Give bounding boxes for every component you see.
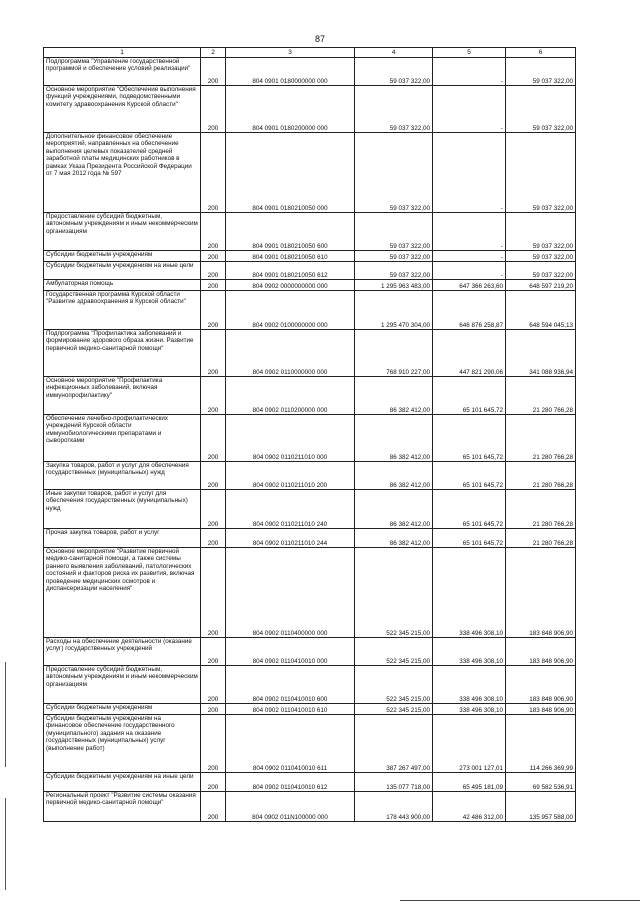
row-remainder-cell: 69 582 536,91 xyxy=(506,773,576,792)
row-name-cell: Субсидии бюджетным учреждениям xyxy=(44,251,201,262)
row-name-cell: Субсидии бюджетным учреждениям на иные цели xyxy=(44,262,201,280)
row-executed-cell: 338 496 308,10 xyxy=(433,666,506,704)
row-name-cell: Подпрограмма "Управление государственной программой и обеспечение условий реализации" xyxy=(44,58,201,86)
row-code-cell: 200 xyxy=(201,715,226,773)
row-plan-cell: 86 382 412,00 xyxy=(355,462,433,490)
row-remainder-cell: 183 848 906,90 xyxy=(506,638,576,666)
table-row xyxy=(44,462,576,490)
table-row xyxy=(44,715,576,773)
row-remainder-cell: 135 957 588,00 xyxy=(506,792,576,822)
row-classification-cell: 804 0902 0100000000 000 xyxy=(226,291,355,330)
row-classification-cell: 804 0901 0180210050 610 xyxy=(226,251,355,262)
row-classification-cell: 804 0902 0110211010 200 xyxy=(226,462,355,490)
table-row xyxy=(44,262,576,280)
row-name-cell: Государственная программа Курской области "Развитие здравоохранения в Курской области" xyxy=(44,291,201,330)
row-remainder-cell: 114 266 369,99 xyxy=(506,715,576,773)
row-plan-cell: 522 345 215,00 xyxy=(355,704,433,715)
row-classification-cell: 804 0902 0110211010 240 xyxy=(226,490,355,529)
row-executed-cell: 65 101 645,72 xyxy=(433,529,506,548)
table-row xyxy=(44,330,576,377)
row-executed-cell: 65 101 645,72 xyxy=(433,462,506,490)
row-name-cell: Субсидии бюджетным учреждениям на иные цели xyxy=(44,773,201,792)
row-code-cell: 200 xyxy=(201,792,226,822)
row-classification-cell: 804 0901 0180000000 000 xyxy=(226,58,355,86)
table-row xyxy=(44,251,576,262)
row-executed-cell: 338 496 308,10 xyxy=(433,548,506,638)
row-classification-cell: 804 0901 0180210050 000 xyxy=(226,133,355,213)
table-header-row xyxy=(44,48,576,58)
row-name-cell: Региональный проект "Развитие системы оказания первичной медико-санитарной помощи" xyxy=(44,792,201,822)
row-name-cell: Субсидии бюджетным учреждениям xyxy=(44,704,201,715)
row-remainder-cell: 59 037 322,00 xyxy=(506,251,576,262)
row-classification-cell: 804 0902 0110410010 600 xyxy=(226,666,355,704)
row-plan-cell: 522 345 215,00 xyxy=(355,548,433,638)
row-name-cell: Основное мероприятие "Развитие первичной медико-санитарной помощи, а также системы раннего выявления заболеваний, патологических состояний и факторов риска их развития, включая проведение медицинских осмотров и диспансеризации населения" xyxy=(44,548,201,638)
column-header: 2 xyxy=(201,48,226,58)
page-number: 87 xyxy=(314,34,325,44)
row-remainder-cell: 183 848 906,90 xyxy=(506,704,576,715)
table-row xyxy=(44,638,576,666)
row-name-cell: Субсидии бюджетным учреждениям на финансовое обеспечение государственного (муниципального) задания на оказание государственных (муниципальных) услуг (выполнение работ) xyxy=(44,715,201,773)
row-plan-cell: 59 037 322,00 xyxy=(355,251,433,262)
row-remainder-cell: 183 848 906,90 xyxy=(506,666,576,704)
column-header: 4 xyxy=(355,48,433,58)
table-row xyxy=(44,704,576,715)
row-plan-cell: 59 037 322,00 xyxy=(355,58,433,86)
row-code-cell: 200 xyxy=(201,490,226,529)
table-row xyxy=(44,529,576,548)
row-name-cell: Основное мероприятие "Профилактика инфекционных заболеваний, включая иммунопрофилактику" xyxy=(44,377,201,415)
row-executed-cell: - xyxy=(433,58,506,86)
row-classification-cell: 804 0902 0110211010 244 xyxy=(226,529,355,548)
row-executed-cell: 338 496 308,10 xyxy=(433,638,506,666)
row-classification-cell: 804 0902 0110000000 000 xyxy=(226,330,355,377)
row-classification-cell: 804 0902 011N100000 000 xyxy=(226,792,355,822)
row-code-cell: 200 xyxy=(201,291,226,330)
row-code-cell: 200 xyxy=(201,58,226,86)
row-executed-cell: 647 366 263,60 xyxy=(433,280,506,291)
table-row xyxy=(44,792,576,822)
row-classification-cell: 804 0902 0110400000 000 xyxy=(226,548,355,638)
row-executed-cell: - xyxy=(433,251,506,262)
row-executed-cell: - xyxy=(433,213,506,251)
table-body xyxy=(44,58,576,822)
row-executed-cell: 65 101 645,72 xyxy=(433,490,506,529)
row-name-cell: Предоставление субсидий бюджетным, автономным учреждениям и иным некоммерческим организациям xyxy=(44,213,201,251)
row-classification-cell: 804 0901 0180210050 612 xyxy=(226,262,355,280)
row-code-cell: 200 xyxy=(201,377,226,415)
row-plan-cell: 59 037 322,00 xyxy=(355,133,433,213)
budget-table xyxy=(43,47,576,822)
row-executed-cell: 447 821 290,06 xyxy=(433,330,506,377)
row-remainder-cell: 648 594 045,13 xyxy=(506,291,576,330)
row-classification-cell: 804 0902 0000000000 000 xyxy=(226,280,355,291)
row-plan-cell: 59 037 322,00 xyxy=(355,86,433,133)
row-code-cell: 200 xyxy=(201,638,226,666)
table-row xyxy=(44,280,576,291)
row-plan-cell: 522 345 215,00 xyxy=(355,666,433,704)
margin-line xyxy=(5,662,6,767)
table-row xyxy=(44,666,576,704)
row-plan-cell: 387 267 497,00 xyxy=(355,715,433,773)
row-code-cell: 200 xyxy=(201,86,226,133)
row-code-cell: 200 xyxy=(201,415,226,462)
row-executed-cell: - xyxy=(433,262,506,280)
table-row xyxy=(44,490,576,529)
table-row xyxy=(44,377,576,415)
row-executed-cell: 65 101 645,72 xyxy=(433,377,506,415)
row-executed-cell: 273 001 127,01 xyxy=(433,715,506,773)
table-row xyxy=(44,773,576,792)
row-code-cell: 200 xyxy=(201,462,226,490)
row-classification-cell: 804 0902 0110410010 611 xyxy=(226,715,355,773)
row-remainder-cell: 21 280 766,28 xyxy=(506,462,576,490)
row-executed-cell: - xyxy=(433,86,506,133)
row-name-cell: Закупка товаров, работ и услуг для обеспечения государственных (муниципальных) нужд xyxy=(44,462,201,490)
row-classification-cell: 804 0901 0180200000 000 xyxy=(226,86,355,133)
row-code-cell: 200 xyxy=(201,529,226,548)
row-remainder-cell: 59 037 322,00 xyxy=(506,213,576,251)
table-row xyxy=(44,291,576,330)
table-row xyxy=(44,86,576,133)
table-row xyxy=(44,548,576,638)
row-remainder-cell: 59 037 322,00 xyxy=(506,86,576,133)
row-code-cell: 200 xyxy=(201,251,226,262)
row-executed-cell: - xyxy=(433,133,506,213)
row-classification-cell: 804 0902 0110200000 000 xyxy=(226,377,355,415)
row-remainder-cell: 59 037 322,00 xyxy=(506,133,576,213)
column-header: 3 xyxy=(226,48,355,58)
column-header: 6 xyxy=(506,48,576,58)
margin-line xyxy=(5,798,6,890)
column-header: 5 xyxy=(433,48,506,58)
row-plan-cell: 522 345 215,00 xyxy=(355,638,433,666)
table-row xyxy=(44,415,576,462)
row-code-cell: 200 xyxy=(201,133,226,213)
footer-line xyxy=(400,900,640,901)
row-plan-cell: 86 382 412,00 xyxy=(355,529,433,548)
table-row xyxy=(44,213,576,251)
row-name-cell: Иные закупки товаров, работ и услуг для обеспечения государственных (муниципальных) нужд xyxy=(44,490,201,529)
row-remainder-cell: 21 280 766,28 xyxy=(506,377,576,415)
row-plan-cell: 178 443 900,00 xyxy=(355,792,433,822)
row-name-cell: Дополнительное финансовое обеспечение мероприятий, направленных на обеспечение выполнения целевых показателей средней заработной платы медицинских работников в рамках Указа Президента Российской Федерации от 7 мая 2012 года № 597 xyxy=(44,133,201,213)
row-code-cell: 200 xyxy=(201,213,226,251)
row-remainder-cell: 21 280 766,28 xyxy=(506,415,576,462)
row-executed-cell: 42 486 312,00 xyxy=(433,792,506,822)
row-code-cell: 200 xyxy=(201,773,226,792)
row-plan-cell: 86 382 412,00 xyxy=(355,490,433,529)
row-executed-cell: 65 495 181,09 xyxy=(433,773,506,792)
row-name-cell: Расходы на обеспечение деятельности (оказание услуг) государственных учреждений xyxy=(44,638,201,666)
row-executed-cell: 646 876 258,87 xyxy=(433,291,506,330)
row-plan-cell: 1 295 963 483,00 xyxy=(355,280,433,291)
row-plan-cell: 135 077 718,00 xyxy=(355,773,433,792)
table-row xyxy=(44,133,576,213)
row-code-cell: 200 xyxy=(201,330,226,377)
row-remainder-cell: 21 280 766,28 xyxy=(506,490,576,529)
row-code-cell: 200 xyxy=(201,548,226,638)
row-plan-cell: 59 037 322,00 xyxy=(355,262,433,280)
row-name-cell: Обеспечение лечебно-профилактических учреждений Курской области иммунобиологическими препаратами и сыворотками xyxy=(44,415,201,462)
row-name-cell: Амбулаторная помощь xyxy=(44,280,201,291)
row-plan-cell: 1 295 470 304,00 xyxy=(355,291,433,330)
row-code-cell: 200 xyxy=(201,704,226,715)
row-name-cell: Подпрограмма "Профилактика заболеваний и формирование здорового образа жизни. Развитие первичной медико-санитарной помощи" xyxy=(44,330,201,377)
row-remainder-cell: 648 597 219,20 xyxy=(506,280,576,291)
row-code-cell: 200 xyxy=(201,280,226,291)
row-classification-cell: 804 0902 0110410010 612 xyxy=(226,773,355,792)
row-name-cell: Основное мероприятие "Обеспечение выполнения функций учреждениями, подведомственными комитету здравоохранения Курской области" xyxy=(44,86,201,133)
row-plan-cell: 768 910 227,00 xyxy=(355,330,433,377)
row-name-cell: Прочая закупка товаров, работ и услуг xyxy=(44,529,201,548)
row-executed-cell: 338 496 308,10 xyxy=(433,704,506,715)
row-plan-cell: 59 037 322,00 xyxy=(355,213,433,251)
row-classification-cell: 804 0902 0110410010 610 xyxy=(226,704,355,715)
row-code-cell: 200 xyxy=(201,262,226,280)
row-remainder-cell: 59 037 322,00 xyxy=(506,58,576,86)
row-classification-cell: 804 0902 0110211010 000 xyxy=(226,415,355,462)
row-classification-cell: 804 0902 0110410010 000 xyxy=(226,638,355,666)
row-remainder-cell: 21 280 766,28 xyxy=(506,529,576,548)
row-code-cell: 200 xyxy=(201,666,226,704)
row-remainder-cell: 59 037 322,00 xyxy=(506,262,576,280)
column-header: 1 xyxy=(44,48,201,58)
row-executed-cell: 65 101 645,72 xyxy=(433,415,506,462)
row-name-cell: Предоставление субсидий бюджетным, автономным учреждениям и иным некоммерческим организациям xyxy=(44,666,201,704)
row-remainder-cell: 341 088 936,94 xyxy=(506,330,576,377)
row-classification-cell: 804 0901 0180210050 600 xyxy=(226,213,355,251)
row-remainder-cell: 183 848 906,90 xyxy=(506,548,576,638)
table-row xyxy=(44,58,576,86)
row-plan-cell: 86 382 412,00 xyxy=(355,377,433,415)
row-plan-cell: 86 382 412,00 xyxy=(355,415,433,462)
